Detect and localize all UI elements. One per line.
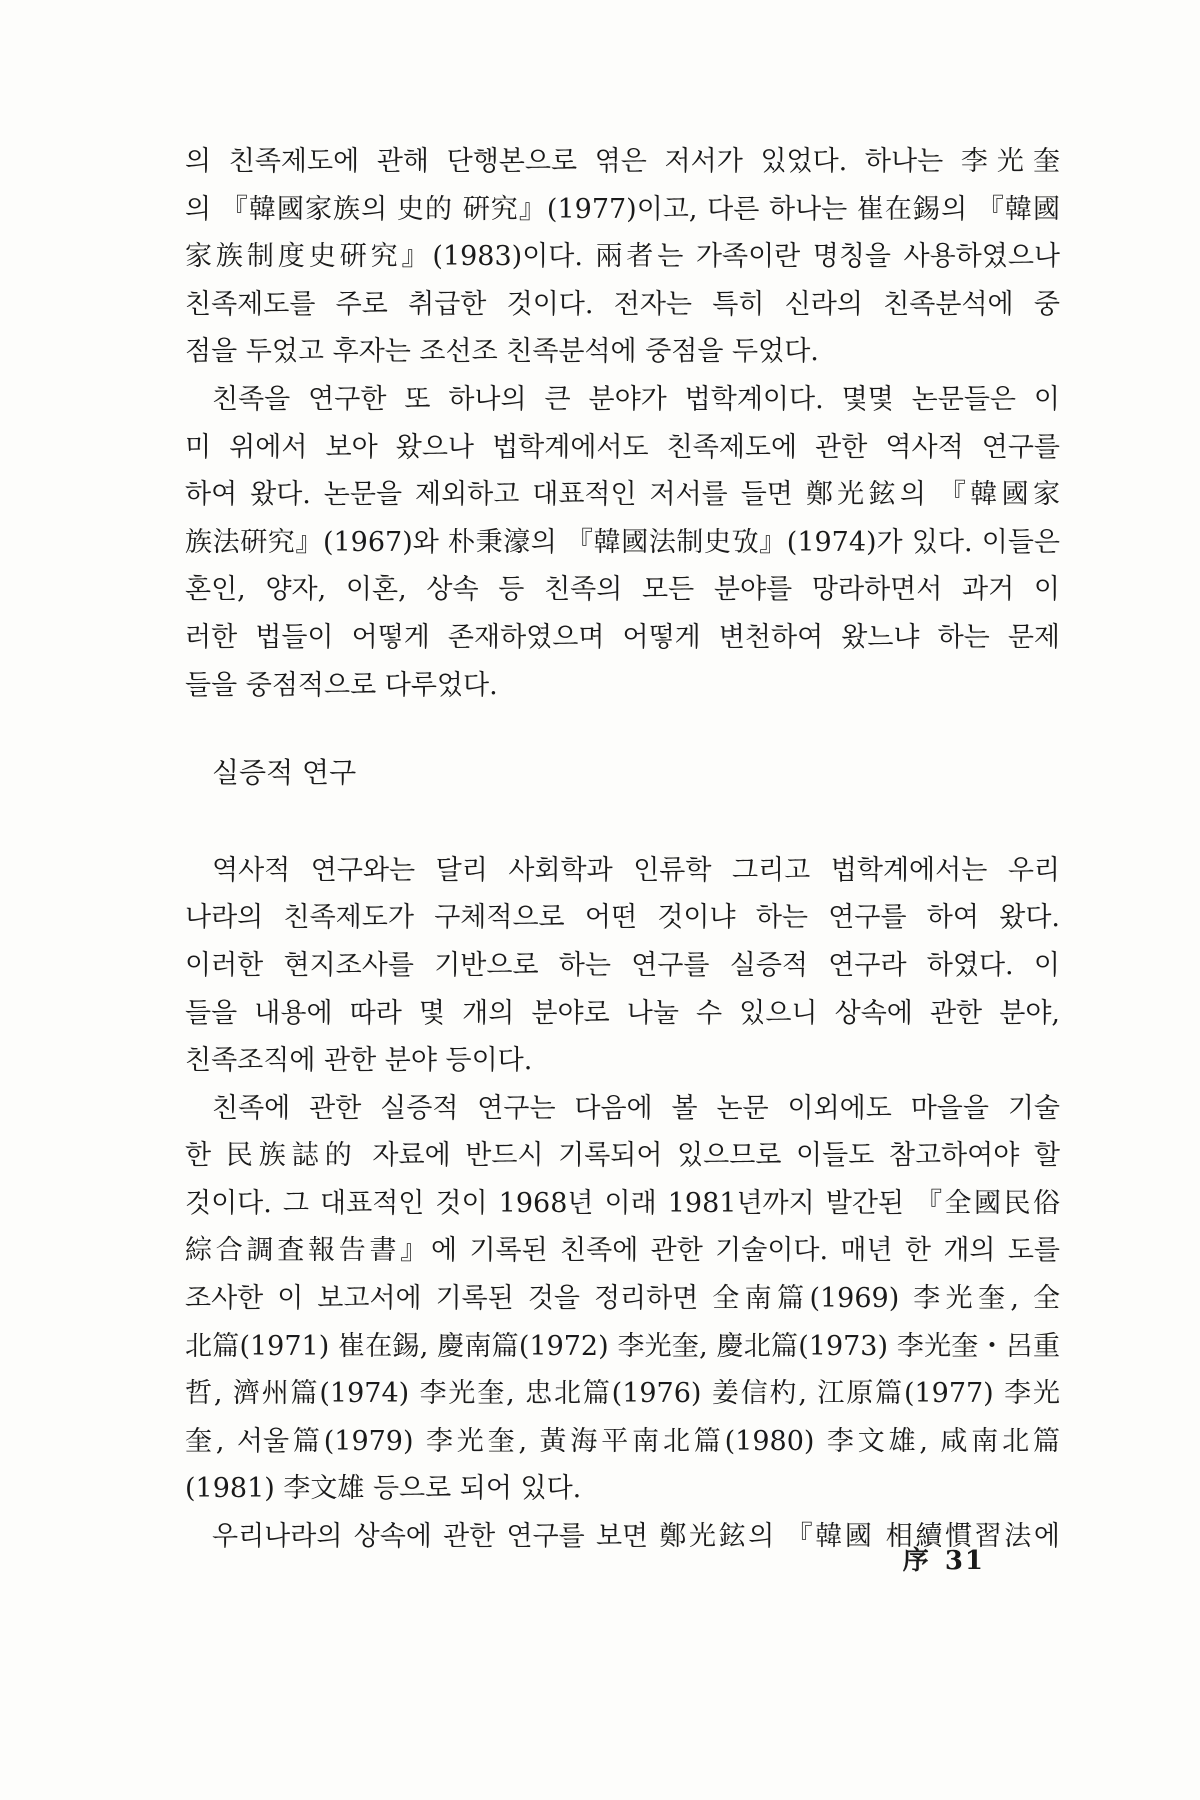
- text-line: 나라의 친족제도가 구체적으로 어떤 것이냐 하는 연구를 하여 왔다.: [185, 902, 1060, 934]
- text-line: 奎, 서울篇(1979) 李光奎, 黃海平南北篇(1980) 李文雄, 咸南北篇: [185, 1425, 1060, 1457]
- section-heading: 실증적 연구: [212, 756, 357, 790]
- text-line: (1981) 李文雄 등으로 되어 있다.: [185, 1473, 582, 1505]
- paragraph: [185, 1085, 1060, 1513]
- paragraph: [185, 847, 1060, 1085]
- text-line: 哲, 濟州篇(1974) 李光奎, 忠北篇(1976) 姜信杓, 江原篇(1977) 李光: [185, 1378, 1060, 1410]
- text-line: 미 위에서 보아 왔으나 법학계에서도 친족제도에 관한 역사적 연구를: [185, 431, 1060, 463]
- text-line: 한 民族誌的 자료에 반드시 기록되어 있으므로 이들도 참고하여야 할: [185, 1140, 1060, 1172]
- text-line: 의 『韓國家族의 史的 硏究』(1977)이고, 다른 하나는 崔在錫의 『韓國: [185, 193, 1060, 225]
- text-line: 들을 내용에 따라 몇 개의 분야로 나눌 수 있으니 상속에 관한 분야,: [185, 997, 1060, 1029]
- text-line: 조사한 이 보고서에 기록된 것을 정리하면 全南篇(1969) 李光奎, 全: [185, 1283, 1060, 1315]
- text-block-top: [185, 138, 1060, 709]
- text-block-bottom: [185, 847, 1060, 1561]
- text-line: 것이다. 그 대표적인 것이 1968년 이래 1981년까지 발간된 『全國民俗: [185, 1187, 1060, 1219]
- text-line: 친족제도를 주로 취급한 것이다. 전자는 특히 신라의 친족분석에 중: [185, 288, 1060, 320]
- text-line: 우리나라의 상속에 관한 연구를 보면 鄭光鉉의 『韓國 相續慣習法에: [212, 1521, 1060, 1553]
- paragraph: [185, 138, 1060, 376]
- text-line: 이러한 현지조사를 기반으로 하는 연구를 실증적 연구라 하였다. 이: [185, 949, 1060, 981]
- text-line: 家族制度史硏究』(1983)이다. 兩者는 가족이란 명칭을 사용하였으나: [185, 241, 1060, 273]
- footer-section-label: 序: [902, 1546, 931, 1576]
- page-footer: [889, 1540, 985, 1577]
- text-line: 혼인, 양자, 이혼, 상속 등 친족의 모든 분야를 망라하면서 과거 이: [185, 574, 1060, 606]
- text-line: 친족에 관한 실증적 연구는 다음에 볼 논문 이외에도 마을을 기술: [212, 1092, 1060, 1124]
- text-line: 친족조직에 관한 분야 등이다.: [185, 1045, 533, 1077]
- text-line: 러한 법들이 어떻게 존재하였으며 어떻게 변천하여 왔느냐 하는 문제: [185, 621, 1060, 653]
- text-line: 들을 중점적으로 다루었다.: [185, 669, 498, 701]
- text-line: 綜合調査報告書』에 기록된 친족에 관한 기술이다. 매년 한 개의 도를: [185, 1235, 1060, 1267]
- text-line: 族法硏究』(1967)와 朴秉濠의 『韓國法制史攷』(1974)가 있다. 이들은: [185, 526, 1060, 558]
- paragraph: [185, 376, 1060, 709]
- text-line: 친족을 연구한 또 하나의 큰 분야가 법학계이다. 몇몇 논문들은 이: [212, 383, 1060, 415]
- text-line: 점을 두었고 후자는 조선조 친족분석에 중점을 두었다.: [185, 336, 819, 368]
- text-line: 의 친족제도에 관해 단행본으로 엮은 저서가 있었다. 하나는 李光奎: [185, 146, 1060, 177]
- text-line: 北篇(1971) 崔在錫, 慶南篇(1972) 李光奎, 慶北篇(1973) 李光奎・呂重: [185, 1330, 1060, 1362]
- page-number: 31: [944, 1546, 985, 1576]
- text-line: 하여 왔다. 논문을 제외하고 대표적인 저서를 들면 鄭光鉉의 『韓國家: [185, 479, 1060, 511]
- text-line: 역사적 연구와는 달리 사회학과 인류학 그리고 법학계에서는 우리: [212, 854, 1060, 886]
